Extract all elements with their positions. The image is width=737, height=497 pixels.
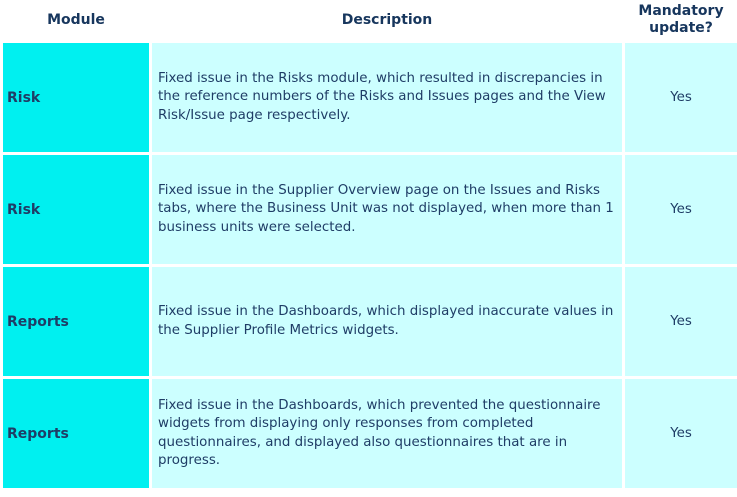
table-row (3, 43, 737, 152)
header-description: Description (152, 0, 622, 43)
module-cell: Risk (3, 155, 149, 264)
description-cell: Fixed issue in the Dashboards, which prevented the questionnaire widgets from displaying only responses from completed questionnaires, and displayed also questionnaires that are in progress. (152, 379, 622, 488)
description-cell: Fixed issue in the Dashboards, which displayed inaccurate values in the Supplier Profile Metrics widgets. (152, 267, 622, 376)
description-cell: Fixed issue in the Risks module, which resulted in discrepancies in the reference numbers of the Risks and Issues pages and the View Risk/Issue page respectively. (152, 43, 622, 152)
table-row (3, 155, 737, 264)
table-header-row (3, 0, 737, 43)
module-cell: Risk (3, 43, 149, 152)
module-cell: Reports (3, 267, 149, 376)
table-row (3, 267, 737, 376)
mandatory-cell: Yes (625, 379, 737, 488)
mandatory-cell: Yes (625, 155, 737, 264)
mandatory-cell: Yes (625, 267, 737, 376)
description-cell: Fixed issue in the Supplier Overview page on the Issues and Risks tabs, where the Business Unit was not displayed, when more than 1 business units were selected. (152, 155, 622, 264)
header-mandatory (625, 0, 737, 43)
module-cell: Reports (3, 379, 149, 488)
mandatory-cell: Yes (625, 43, 737, 152)
header-module: Module (3, 0, 149, 43)
header-mandatory-label: Mandatory update? (638, 3, 724, 36)
table-row (3, 379, 737, 488)
